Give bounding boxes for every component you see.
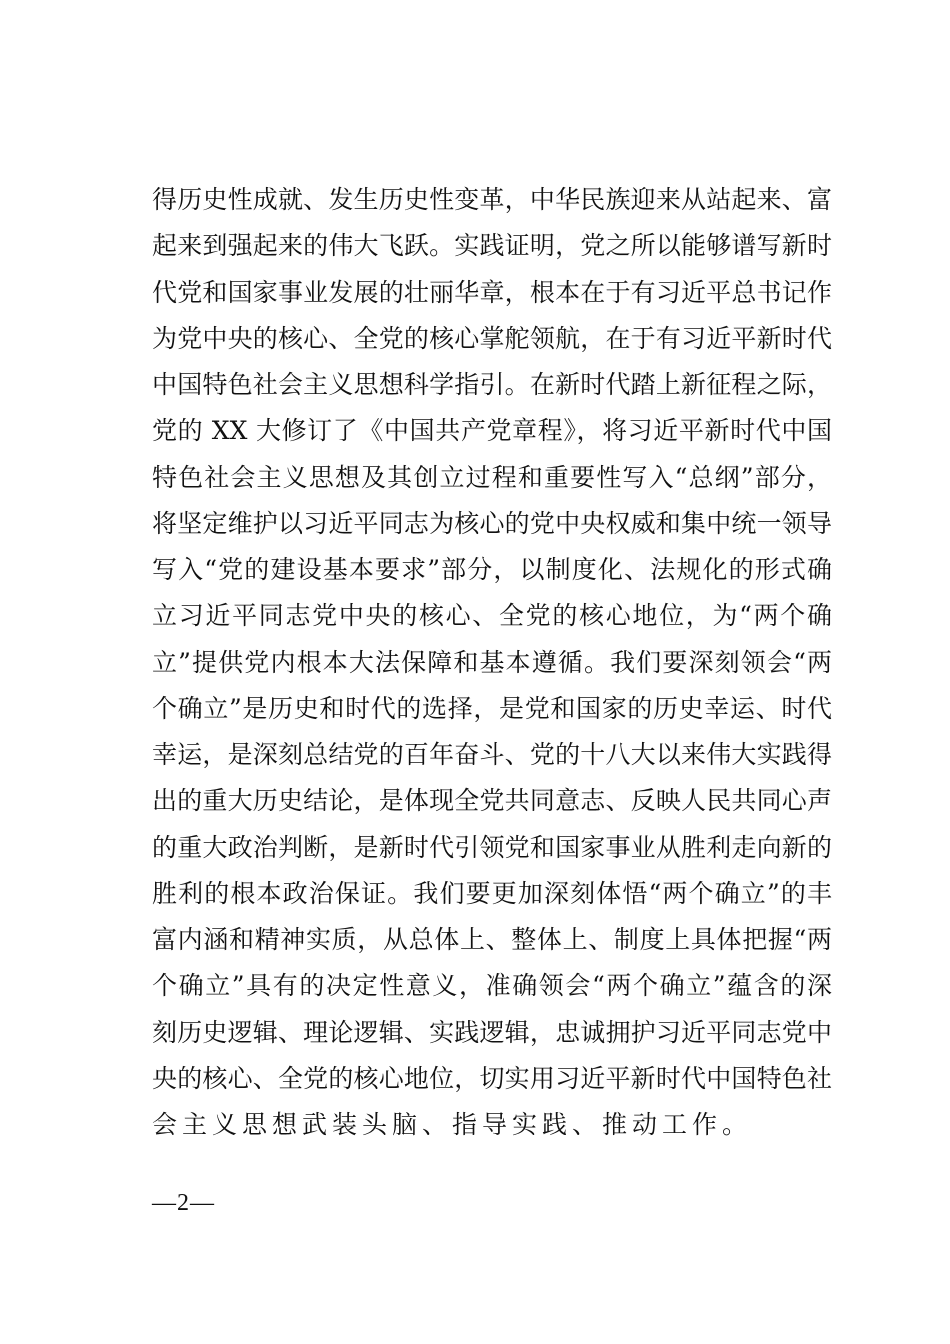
text-line: 立”提供党内根本大法保障和基本遵循。我们要深刻领会“两 <box>152 647 832 677</box>
body-paragraph <box>152 181 832 1152</box>
text-line: 个确立”具有的决定性意义，准确领会“两个确立”蕴含的深 <box>152 971 832 1001</box>
text-line: 会主义思想武装头脑、指导实践、推动工作。 <box>152 1110 753 1139</box>
text-line: 立习近平同志党中央的核心、全党的核心地位，为“两个确 <box>152 601 832 631</box>
text-line: 将坚定维护以习近平同志为核心的党中央权威和集中统一领导 <box>152 508 832 538</box>
text-line: 胜利的根本政治保证。我们要更加深刻体悟“两个确立”的丰 <box>152 878 832 908</box>
text-line: 得历史性成就、发生历史性变革，中华民族迎来从站起来、富 <box>152 185 832 214</box>
text-line: 出的重大历史结论，是体现全党共同意志、反映人民共同心声 <box>152 786 832 816</box>
text-line: 富内涵和精神实质，从总体上、整体上、制度上具体把握“两 <box>152 925 832 954</box>
text-line: 起来到强起来的伟大飞跃。实践证明，党之所以能够谱写新时 <box>152 231 832 261</box>
text-line: 中国特色社会主义思想科学指引。在新时代踏上新征程之际， <box>152 370 832 399</box>
text-line: 个确立”是历史和时代的选择，是党和国家的历史幸运、时代 <box>152 693 832 723</box>
page-number: —2— <box>152 1190 215 1216</box>
text-line: 央的核心、全党的核心地位，切实用习近平新时代中国特色社 <box>152 1063 832 1093</box>
text-line: 幸运，是深刻总结党的百年奋斗、党的十八大以来伟大实践得 <box>152 740 832 769</box>
text-line: 的重大政治判断，是新时代引领党和国家事业从胜利走向新的 <box>152 832 832 862</box>
text-line: 党的 XX 大修订了《中国共产党章程》，将习近平新时代中国 <box>152 416 832 446</box>
text-line: 刻历史逻辑、理论逻辑、实践逻辑，忠诚拥护习近平同志党中 <box>152 1017 832 1047</box>
text-line: 代党和国家事业发展的壮丽华章，根本在于有习近平总书记作 <box>152 277 832 307</box>
text-line: 特色社会主义思想及其创立过程和重要性写入“总纲”部分， <box>152 462 832 492</box>
text-line: 为党中央的核心、全党的核心掌舵领航，在于有习近平新时代 <box>152 323 832 353</box>
text-line: 写入“党的建设基本要求”部分，以制度化、法规化的形式确 <box>152 555 832 584</box>
